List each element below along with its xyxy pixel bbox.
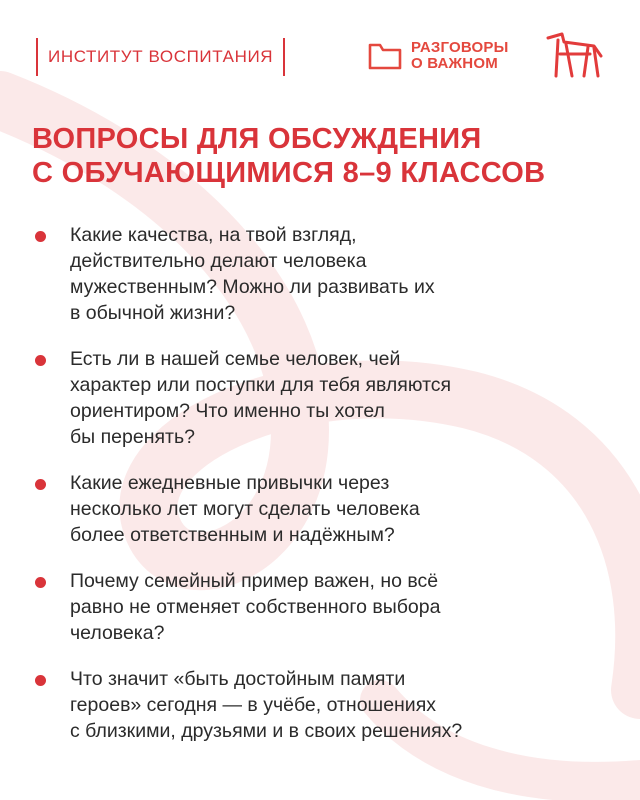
question-line: Что значит «быть достойным памяти [70, 668, 406, 690]
question-line: Почему семейный пример важен, но всё [70, 570, 439, 592]
bullet-icon [35, 675, 46, 686]
question-line: Какие ежедневные привычки через [70, 472, 390, 494]
question-line: Есть ли в нашей семье человек, чей [70, 348, 401, 370]
title-line-1: ВОПРОСЫ ДЛЯ ОБСУЖДЕНИЯ [32, 123, 482, 155]
question-line: характер или поступки для тебя являются [70, 374, 452, 396]
brand-logo [368, 40, 509, 72]
question-line: более ответственным и надёжным? [70, 524, 395, 546]
brand-title-line1: РАЗГОВОРЫ [411, 39, 509, 56]
question-item [32, 568, 622, 646]
question-line: Какие качества, на твой взгляд, [70, 224, 357, 246]
page-title [32, 122, 622, 190]
bullet-icon [35, 577, 46, 588]
question-item [32, 346, 622, 450]
question-line: равно не отменяет собственного выбора [70, 596, 441, 618]
bullet-icon [35, 231, 46, 242]
question-line: бы перенять? [70, 426, 195, 448]
question-item [32, 222, 622, 326]
question-line: с близкими, друзьями и в своих решениях? [70, 720, 463, 742]
brand-title-line2: О ВАЖНОМ [411, 55, 498, 72]
question-item [32, 666, 622, 744]
question-line: действительно делают человека [70, 250, 367, 272]
title-line-2: С ОБУЧАЮЩИМИСЯ 8–9 КЛАССОВ [32, 157, 546, 189]
questions-list [32, 222, 622, 764]
folder-icon [368, 41, 402, 71]
question-line: человека? [70, 622, 165, 644]
question-line: героев» сегодня — в учёбе, отношениях [70, 694, 437, 716]
institute-logo [36, 38, 285, 76]
header [0, 0, 640, 110]
question-line: ориентиром? Что именно ты хотел [70, 400, 385, 422]
institute-label: ИНСТИТУТ ВОСПИТАНИЯ [48, 47, 274, 66]
question-line: несколько лет могут сделать человека [70, 498, 420, 520]
bullet-icon [35, 479, 46, 490]
question-line: в обычной жизни? [70, 302, 236, 324]
horse-icon [544, 32, 604, 80]
question-item [32, 470, 622, 548]
brand-title [411, 40, 509, 72]
bullet-icon [35, 355, 46, 366]
question-line: мужественным? Можно ли развивать их [70, 276, 435, 298]
